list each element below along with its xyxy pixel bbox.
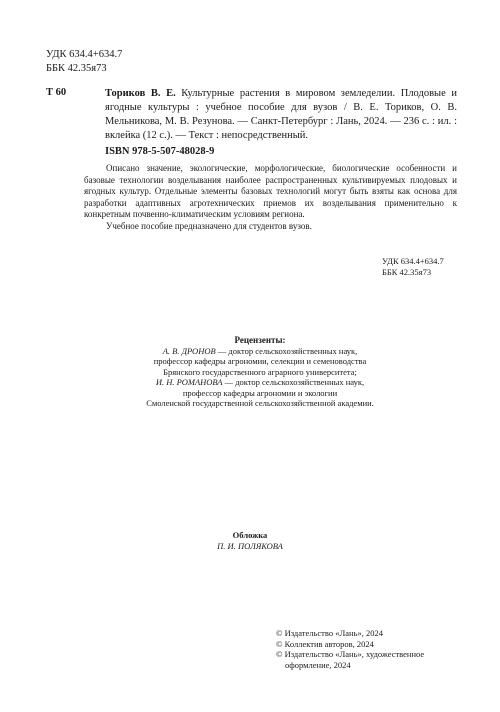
record-author: Ториков В. Е. xyxy=(105,88,176,99)
udc-code: УДК 634.4+634.7 xyxy=(46,49,123,60)
reviewer-2-org: Смоленской государственной сельскохозяйственной академии. xyxy=(146,398,374,408)
record-text: Культурные растения в мировом земледелии. Плодовые и ягодные культуры : учебное пособие для вузов / В. Е. Ториков, О. В. Мельникова, М. В. Резунова. — Санкт-Петербург : Лань, 2024. — 236 с. : ил. : вклейка (12 с.). — Текст : непосредственный. xyxy=(105,88,457,141)
copyright-publisher: © Издательство «Лань», 2024 xyxy=(276,628,383,638)
cover-credit xyxy=(150,530,350,552)
bbk-code: ББК 42.35я73 xyxy=(46,63,107,74)
reviewer-2 xyxy=(120,377,400,388)
cover-heading: Обложка xyxy=(232,530,268,540)
annotation-paragraph: Описано значение, экологические, морфологические, биологические особенности и базовые технологии возделывания наиболее распространенных культивируемых плодовых и ягодных культур. Отдельные элементы базовых технологий могут быть взяты как основа для разработки адаптивных агротехнических приемов их возделывания применительно к конкретным почвенно-климатическим условиям региона. xyxy=(84,163,457,219)
udc-block-right xyxy=(382,256,444,278)
reviewer-2-position: профессор кафедры агрономии и экологии xyxy=(182,387,338,398)
reviewers-heading: Рецензенты: xyxy=(234,335,286,345)
bbk-code-right: ББК 42.35я73 xyxy=(382,267,432,277)
reviewer-1-degree: — доктор сельскохозяйственных наук, xyxy=(215,345,358,356)
reviewer-2-degree: — доктор сельскохозяйственных наук, xyxy=(222,377,365,387)
reviewer-2-name: И. Н. РОМАНОВА xyxy=(155,377,223,387)
reviewer-1-name: А. В. ДРОНОВ xyxy=(162,345,216,356)
annotation xyxy=(84,163,457,232)
copyright-design: © Издательство «Лань», художественное xyxy=(276,649,425,659)
reviewer-1-org: Брянского государственного аграрного университета; xyxy=(163,366,357,377)
author-cipher: Т 60 xyxy=(46,87,67,98)
reviewer-1-position: профессор кафедры агрономии, селекции и семеноводства xyxy=(153,356,367,366)
copyright-design-cont: оформление, 2024 xyxy=(285,659,351,670)
cover-artist: П. И. ПОЛЯКОВА xyxy=(217,541,283,551)
annotation-audience: Учебное пособие предназначено для студентов вузов. xyxy=(106,220,312,231)
udc-code-right: УДК 634.4+634.7 xyxy=(382,256,444,266)
reviewers-block xyxy=(120,335,400,409)
udc-block xyxy=(46,48,122,76)
copyright-block xyxy=(276,628,424,670)
copyright-authors: © Коллектив авторов, 2024 xyxy=(276,638,374,649)
bibliographic-record xyxy=(105,87,457,143)
isbn: ISBN 978-5-507-48028-9 xyxy=(105,146,215,157)
reviewer-1 xyxy=(120,346,400,357)
